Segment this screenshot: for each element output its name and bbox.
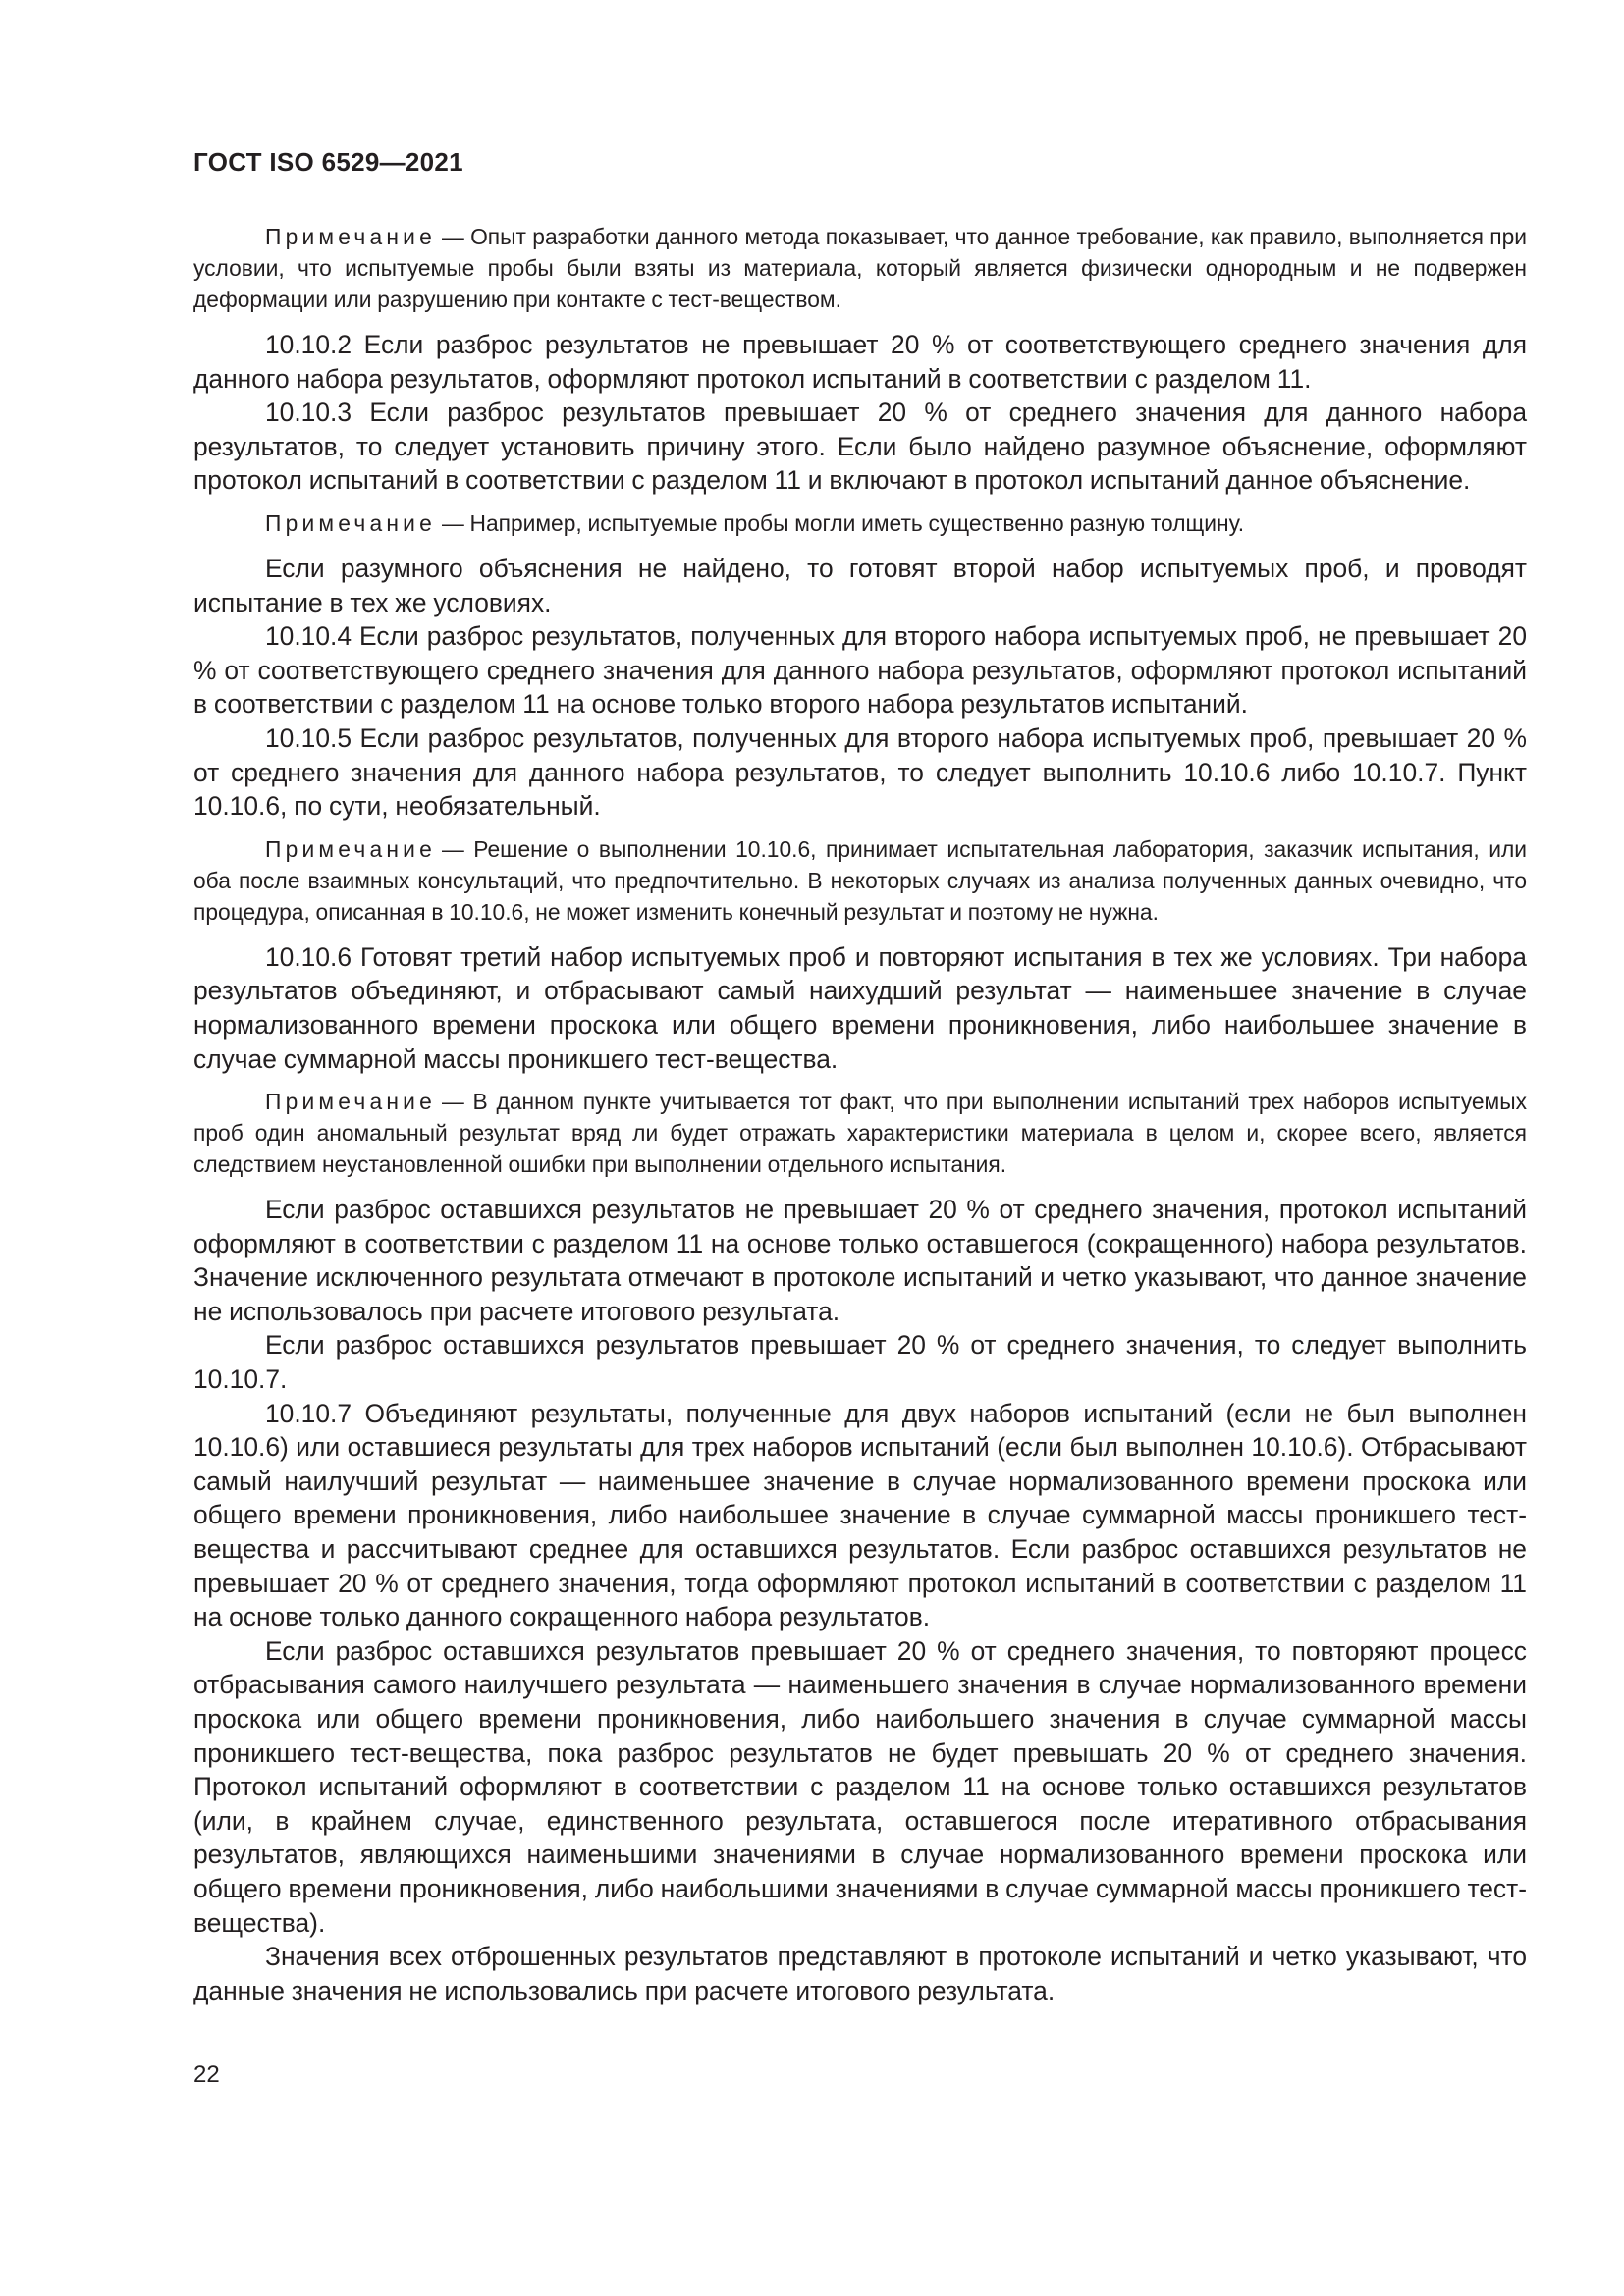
body-paragraph: Если разброс оставшихся результатов не превышает 20 % от среднего значения, протокол испытаний оформляют в соответствии с разделом 11 на основе только оставшегося (сокращенного) набора результатов. Значение исключенного результата отмечают в протоколе испытаний и четко указывают, что данное значение не использовалось при расчете итогового результата. xyxy=(193,1195,1527,1326)
clause-10-10-3: 10.10.3 Если разброс результатов превышает 20 % от среднего значения для данного набора результатов, то следует установить причину этого. Если было найдено разумное объяснение, оформляют протокол испытаний в соответствии с разделом 11 и включают в протокол испытаний данное объяснение. xyxy=(193,398,1527,496)
body-paragraph: Если разброс оставшихся результатов превышает 20 % от среднего значения, то повторяют процесс отбрасывания самого наилучшего результата — наименьшего значения в случае нормализованного времени проскока или общего времени проникновения, либо наибольшего значения в случае суммарной массы проникшего тест-вещества, пока разброс результатов не будет превышать 20 % от среднего значения. Протокол испытаний оформляют в соответствии с разделом 11 на основе только оставшихся результатов (или, в крайнем случае, единственного результата, оставшегося после итеративного отбрасывания результатов, являющихся наименьшими значениями в случае нормализованного времени проскока или общего времени проникновения, либо наибольшими значениями в случае суммарной массы проникшего тест-вещества). xyxy=(193,1635,1527,1938)
body-paragraph: Если разброс оставшихся результатов превышает 20 % от среднего значения, то следует выполнить 10.10.7. xyxy=(193,1330,1527,1395)
document-body xyxy=(193,221,1527,2007)
body-paragraph: Значения всех отброшенных результатов представляют в протоколе испытаний и четко указывают, что данные значения не использовались при расчете итогового результата. xyxy=(193,1942,1527,2005)
body-paragraph: Если разумного объяснения не найдено, то готовят второй набор испытуемых проб, и проводят испытание в тех же условиях. xyxy=(193,553,1527,617)
note-paragraph xyxy=(193,833,1527,928)
clause-10-10-4: 10.10.4 Если разброс результатов, полученных для второго набора испытуемых проб, не превышает 20 % от соответствующего среднего значения для данного набора результатов, оформляют протокол испытаний в соответствии с разделом 11 на основе только второго набора результатов испытаний. xyxy=(193,621,1527,720)
note-paragraph xyxy=(193,221,1527,315)
page-number: 22 xyxy=(193,2061,220,2088)
note-label: Примечание xyxy=(265,509,436,536)
note-text: — В данном пункте учитывается тот факт, что при выполнении испытаний трех наборов испытуемых проб один аномальный результат вряд ли будет отражать характеристики материала в целом и, скорее всего, является следствием неустановленной ошибки при выполнении отдельного испытания. xyxy=(193,1089,1527,1178)
document-page xyxy=(193,0,1527,2296)
note-label: Примечание xyxy=(265,835,436,862)
note-label: Примечание xyxy=(265,1089,436,1115)
document-header-title: ГОСТ ISO 6529—2021 xyxy=(193,147,463,177)
clause-10-10-6: 10.10.6 Готовят третий набор испытуемых проб и повторяют испытания в тех же условиях. Три набора результатов объединяют, и отбрасывают самый наихудший результат — наименьшее значение в случае нормализованного времени проскока или общего времени проникновения, либо наибольшее значение в случае суммарной массы проникшего тест-вещества. xyxy=(193,941,1527,1074)
note-text: — Например, испытуемые пробы могли иметь существенно разную толщину. xyxy=(441,509,1245,536)
clause-10-10-7: 10.10.7 Объединяют результаты, полученные для двух наборов испытаний (если не был выполнен 10.10.6) или оставшиеся результаты для трех наборов испытаний (если был выполнен 10.10.6). Отбрасывают самый наилучший результат — наименьшее значение в случае нормализованного времени проскока или общего времени проникновения, либо наибольшее значение в случае суммарной массы проникшего тест-вещества и рассчитывают среднее для оставшихся результатов. Если разброс оставшихся результатов не превышает 20 % от среднего значения, тогда оформляют протокол испытаний в соответствии с разделом 11 на основе только данного сокращенного набора результатов. xyxy=(193,1398,1527,1632)
clause-10-10-5: 10.10.5 Если разброс результатов, полученных для второго набора испытуемых проб, превышает 20 % от среднего значения для данного набора результатов, то следует выполнить 10.10.6 либо 10.10.7. Пункт 10.10.6, по сути, необязательный. xyxy=(193,722,1527,822)
clause-10-10-2: 10.10.2 Если разброс результатов не превышает 20 % от соответствующего среднего значения для данного набора результатов, оформляют протокол испытаний в соответствии с разделом 11. xyxy=(193,330,1527,394)
note-text: — Опыт разработки данного метода показывает, что данное требование, как правило, выполняется при условии, что испытуемые пробы были взяты из материала, который является физически однородным и не подвержен деформации или разрушению при контакте с тест-веществом. xyxy=(193,224,1527,312)
note-label: Примечание xyxy=(265,224,436,249)
note-text: — Решение о выполнении 10.10.6, принимает испытательная лаборатория, заказчик испытания, или оба после взаимных консультаций, что предпочтительно. В некоторых случаях из анализа полученных данных очевидно, что процедура, описанная в 10.10.6, не может изменить конечный результат и поэтому не нужна. xyxy=(193,835,1527,925)
note-paragraph xyxy=(193,1086,1527,1180)
note-paragraph xyxy=(193,507,1527,539)
